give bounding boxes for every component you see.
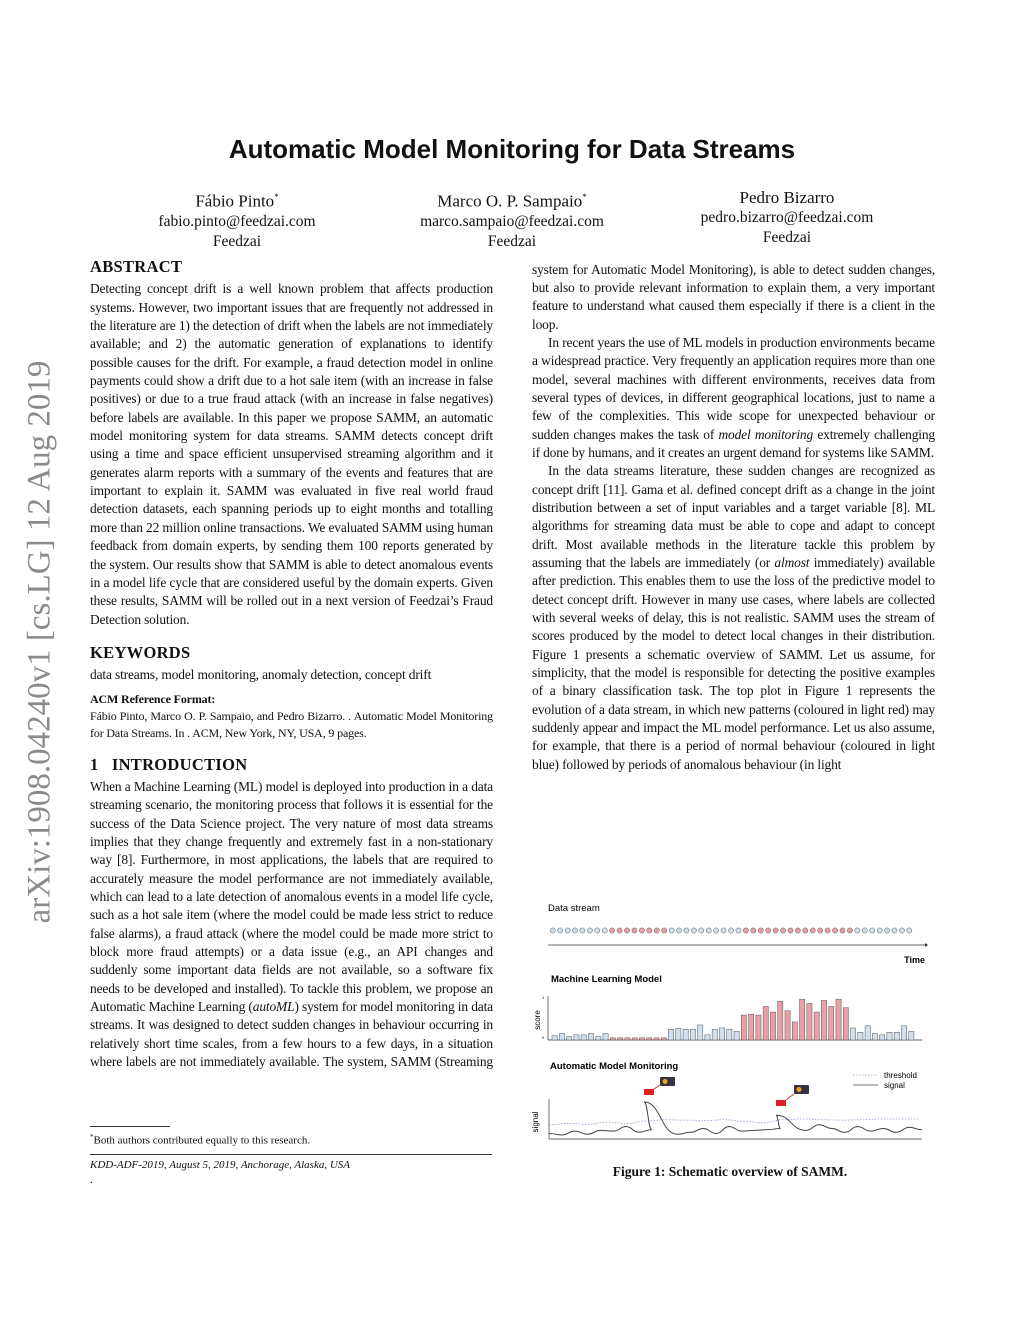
section-number: 1 — [90, 754, 99, 774]
text: immediately) available after prediction. This enables them to use the loss of the predictive model to detect concept drift. However in many use cases, where labels are collected with several weeks of delay, this is not realistic. SAMM uses the stream of scores produced by the model to detect local changes in their distribution. Figure 1 presents a schematic overview of SAMM. Let us assume, for simplicity, that the model is responsible for detecting the positive examples of a binary classification task. The top plot in Figure 1 represents the evolution of a data stream, in which new patterns (coloured in light red) may suddenly appear and impact the ML model performance. Let us also assume, for example, that there is a period of normal behaviour (coloured in light blue) followed by periods of anomalous behaviour (in light — [532, 555, 935, 772]
stream-point — [832, 928, 837, 933]
score-bar — [610, 1038, 615, 1040]
score-bar — [843, 1008, 848, 1040]
score-bar — [836, 999, 841, 1040]
score-bar — [749, 1014, 754, 1040]
panel-title-data-stream: Data stream — [548, 903, 600, 914]
stream-point — [780, 928, 785, 933]
score-bar — [901, 1026, 906, 1040]
figure-caption: Figure 1: Schematic overview of SAMM. — [612, 1164, 848, 1179]
stream-point — [669, 928, 674, 933]
stream-point — [907, 928, 912, 933]
time-label: Time — [904, 955, 925, 965]
stream-point — [647, 928, 652, 933]
score-bar — [880, 1035, 885, 1040]
author-email: fabio.pinto@feedzai.com — [158, 212, 316, 230]
score-bar — [785, 1011, 790, 1040]
score-bar — [668, 1029, 673, 1040]
score-bar — [661, 1038, 666, 1040]
stream-point — [662, 928, 667, 933]
acm-ref-heading: ACM Reference Format: — [90, 691, 216, 706]
paper-title: Automatic Model Monitoring for Data Streams — [228, 134, 796, 164]
score-bar — [807, 1003, 812, 1040]
score-bar — [712, 1029, 717, 1040]
score-bar — [676, 1028, 681, 1040]
stream-point — [892, 928, 897, 933]
score-bar — [894, 1032, 899, 1040]
score-bar — [690, 1029, 695, 1040]
score-bar — [603, 1034, 608, 1040]
score-bar — [850, 1028, 855, 1040]
footnote-text: Both authors contributed equally to this research. — [93, 1134, 311, 1147]
signal-axis-label: signal — [531, 1111, 540, 1133]
legend-signal-label: signal — [884, 1081, 905, 1090]
emphasis: autoML — [252, 999, 295, 1015]
score-bar — [792, 1022, 797, 1040]
stream-point — [714, 928, 719, 933]
footnote-mark: * — [90, 1133, 94, 1141]
alarm-1 — [644, 1077, 675, 1095]
stream-point — [751, 928, 756, 933]
score-bar — [909, 1031, 914, 1040]
stream-point — [654, 928, 659, 933]
stream-point — [899, 928, 904, 933]
author-mark: * — [582, 192, 587, 202]
score-bar — [625, 1038, 630, 1040]
report-chart-icon — [797, 1087, 802, 1092]
score-bars — [552, 999, 914, 1040]
emphasis: model monitoring — [718, 426, 814, 442]
intro-paragraph-3 — [532, 462, 935, 774]
right-column — [532, 260, 935, 866]
alarm-arrow — [654, 1085, 660, 1089]
score-tick-1: 1 — [542, 995, 545, 1000]
score-bar — [778, 1001, 783, 1040]
score-bar — [734, 1031, 739, 1040]
text: When a Machine Learning (ML) model is deployed into production in a data streaming scenario, the monitoring process that follows it is essential for the success of the Data Science project. The very nature of most data streams implies that they change frequently and extremely fast in a non-stationary way [8]. Furthermore, in most applications, the labels that are required to accurately measure the model performance are not immediately available, which can lead to a late detection of anomalous events in a model life cycle, such as a hot sale item (where the model could be made less strict to reduce false alarms), a fraud attack (where the model could be made more strict to block more fraud attempts) or a data issue (e.g., an API changes and suddenly some important data fields are not available, so a software fix needs to be developed and installed). To tackle this problem, we propose an Automatic Machine Learning ( — [90, 778, 493, 1015]
score-bar — [647, 1038, 652, 1040]
score-bar — [829, 1006, 834, 1040]
score-bar — [698, 1025, 703, 1040]
figure-1 — [530, 890, 930, 1140]
left-column — [90, 258, 493, 1071]
score-bar — [756, 1015, 761, 1040]
score-tick-0: 0 — [542, 1035, 545, 1040]
keywords-heading: KEYWORDS — [90, 642, 191, 662]
score-bar — [567, 1037, 572, 1040]
stream-point — [580, 928, 585, 933]
stream-point — [795, 928, 800, 933]
abstract-text: Detecting concept drift is a well known problem that affects production systems. However, two important issues that are frequently not addressed in the literature are 1) the detection of drift when the labels are not immediately available; and 2) the automatic generation of explanations to identify possible causes for the drift. For example, a fraud detection model in online payments could show a drift due to a hot sale item (with an increase in false positives) or due to a true fraud attack (with an increase in false negatives) before labels are available. In this paper we propose SAMM, an automatic model monitoring system for data streams. SAMM detects concept drift using a time and space efficient unsupervised streaming algorithm and it generates alarm reports with a summary of the events and features that are important to explain it. SAMM was evaluated in five real world fraud detection datasets, each spanning periods up to eight months and totalling more than 22 million online transactions. We evaluated SAMM using human feedback from domain experts, by sending them 100 reports generated by the system. Our results show that SAMM is able to detect anomalous events in a model life cycle that are considered useful by the domain experts. Given these results, SAMM will be rolled out in a next version of Feedzai’s Fraud Detection solution. — [90, 281, 493, 627]
stream-point — [624, 928, 629, 933]
stream-point — [766, 928, 771, 933]
author-mark: * — [274, 192, 279, 202]
keywords-text: data streams, model monitoring, anomaly detection, concept drift — [90, 667, 432, 683]
intro-paragraph-2 — [532, 334, 935, 462]
arxiv-identifier: arXiv:1908.04240v1 [cs.LG] 12 Aug 2019 — [21, 360, 58, 924]
stream-point — [602, 928, 607, 933]
stream-point — [691, 928, 696, 933]
author-1 — [107, 187, 367, 252]
stream-point — [877, 928, 882, 933]
score-bar — [770, 1012, 775, 1040]
stream-point — [840, 928, 845, 933]
alarm-2 — [776, 1085, 809, 1106]
text: ) system for model monitoring in data streams. It was designed to detect sudden changes in behaviour occurring in relatively short time scales, from a few hours to a few days, in a situation where labels are not immediately available. The system, SAMM (Streaming — [90, 999, 493, 1070]
stream-point — [773, 928, 778, 933]
stream-point — [847, 928, 852, 933]
panel-title-monitoring: Automatic Model Monitoring — [550, 1061, 679, 1072]
author-affiliation: Feedzai — [762, 229, 812, 246]
stream-point — [676, 928, 681, 933]
stream-point — [706, 928, 711, 933]
emphasis: almost — [774, 555, 810, 570]
score-bar — [705, 1035, 710, 1040]
author-name: Marco O. P. Sampaio — [437, 191, 583, 211]
stream-point — [617, 928, 622, 933]
alarm-flag-icon — [776, 1100, 786, 1106]
stream-point — [595, 928, 600, 933]
signal-line — [549, 1102, 922, 1135]
stream-point — [684, 928, 689, 933]
score-bar — [588, 1034, 593, 1040]
stream-point — [639, 928, 644, 933]
stream-point — [736, 928, 741, 933]
stream-point — [803, 928, 808, 933]
stream-point — [758, 928, 763, 933]
score-bar — [741, 1015, 746, 1040]
author-3 — [657, 187, 917, 248]
score-bar — [654, 1038, 659, 1040]
stream-point — [721, 928, 726, 933]
intro-paragraph-1-continued — [532, 260, 935, 334]
stream-point — [610, 928, 615, 933]
stream-point — [810, 928, 815, 933]
stream-point — [825, 928, 830, 933]
stream-point — [862, 928, 867, 933]
score-bar — [618, 1038, 623, 1040]
venue-dot: . — [90, 1174, 93, 1186]
score-bar — [887, 1032, 892, 1040]
score-bar — [574, 1035, 579, 1040]
stream-point — [565, 928, 570, 933]
arrow-head-icon — [925, 943, 928, 947]
stream-point — [632, 928, 637, 933]
abstract-heading: ABSTRACT — [90, 257, 183, 276]
stream-point — [788, 928, 793, 933]
score-bar — [858, 1032, 863, 1040]
score-bar — [872, 1034, 877, 1040]
stream-point — [558, 928, 563, 933]
intro-paragraph-1 — [90, 778, 493, 1071]
footnote — [90, 1129, 310, 1150]
author-email: pedro.bizarro@feedzai.com — [700, 209, 874, 226]
score-bar — [581, 1035, 586, 1040]
venue-rule — [90, 1154, 492, 1155]
stream-point — [728, 928, 733, 933]
footnote-rule — [90, 1126, 170, 1127]
score-bar — [559, 1034, 564, 1040]
section-title: INTRODUCTION — [111, 754, 248, 774]
stream-point — [699, 928, 704, 933]
alarm-flag-icon — [644, 1089, 654, 1095]
text: system for Automatic Model Monitoring), is able to detect sudden changes, but also to provide relevant information to explain them, a very important feature to understand what caused them especially if there is a client in the loop. — [532, 261, 935, 332]
acm-ref-text: Fábio Pinto, Marco O. P. Sampaio, and Pedro Bizarro. . Automatic Model Monitoring for Data Streams. In . ACM, New York, NY, USA, 9 pages. — [90, 708, 493, 740]
text: In the data streams literature, these sudden changes are recognized as concept drift [11]. Gama et al. defined concept drift as a change in the joint distribution between a set of input variables and a target variable [8]. ML algorithms for streaming data must be able to cope and adapt to concept drift. Most available methods in the literature tackle this problem by assuming that the labels are immediately (or — [532, 463, 935, 570]
score-bar — [800, 999, 805, 1040]
author-name: Fábio Pinto — [195, 191, 275, 211]
score-bar — [821, 1000, 826, 1040]
score-bar — [865, 1026, 870, 1040]
stream-point — [884, 928, 889, 933]
alarm-arrow — [786, 1094, 794, 1100]
stream-point — [743, 928, 748, 933]
score-bar — [814, 1012, 819, 1040]
author-2 — [382, 187, 642, 252]
score-bar — [639, 1038, 644, 1040]
author-affiliation: Feedzai — [212, 232, 262, 250]
report-chart-icon — [663, 1079, 668, 1084]
author-email: marco.sampaio@feedzai.com — [420, 212, 604, 230]
author-name: Pedro Bizarro — [739, 188, 835, 207]
stream-point — [818, 928, 823, 933]
threshold-line — [549, 1119, 920, 1125]
text: In recent years the use of ML models in production environments became a widespread practice. Very frequently an application requires more than one model, several machines with different environments, receives data from several types of devices, in different geographical locations, just to name a few of the complexities. This wide scope for unexpected behaviour or sudden changes makes the task of — [532, 334, 935, 442]
score-bar — [552, 1036, 557, 1040]
panel-title-ml-model: Machine Learning Model — [551, 974, 662, 985]
stream-point — [587, 928, 592, 933]
score-bar — [596, 1037, 601, 1040]
score-bar — [727, 1029, 732, 1040]
author-affiliation: Feedzai — [487, 232, 537, 250]
score-bar — [719, 1028, 724, 1040]
score-bar — [683, 1029, 688, 1040]
stream-point — [870, 928, 875, 933]
intro-heading — [90, 756, 493, 774]
data-stream-points — [550, 928, 912, 933]
text: extremely challenging if done by humans, and it creates an urgent demand for systems like SAMM. — [532, 426, 935, 460]
score-bar — [632, 1038, 637, 1040]
stream-point — [855, 928, 860, 933]
stream-point — [572, 928, 577, 933]
stream-point — [550, 928, 555, 933]
score-bar — [763, 1006, 768, 1040]
venue: KDD-ADF-2019, August 5, 2019, Anchorage, Alaska, USA — [90, 1159, 351, 1171]
score-axis-label: score — [533, 1010, 542, 1030]
legend-threshold-label: threshold — [884, 1071, 917, 1080]
